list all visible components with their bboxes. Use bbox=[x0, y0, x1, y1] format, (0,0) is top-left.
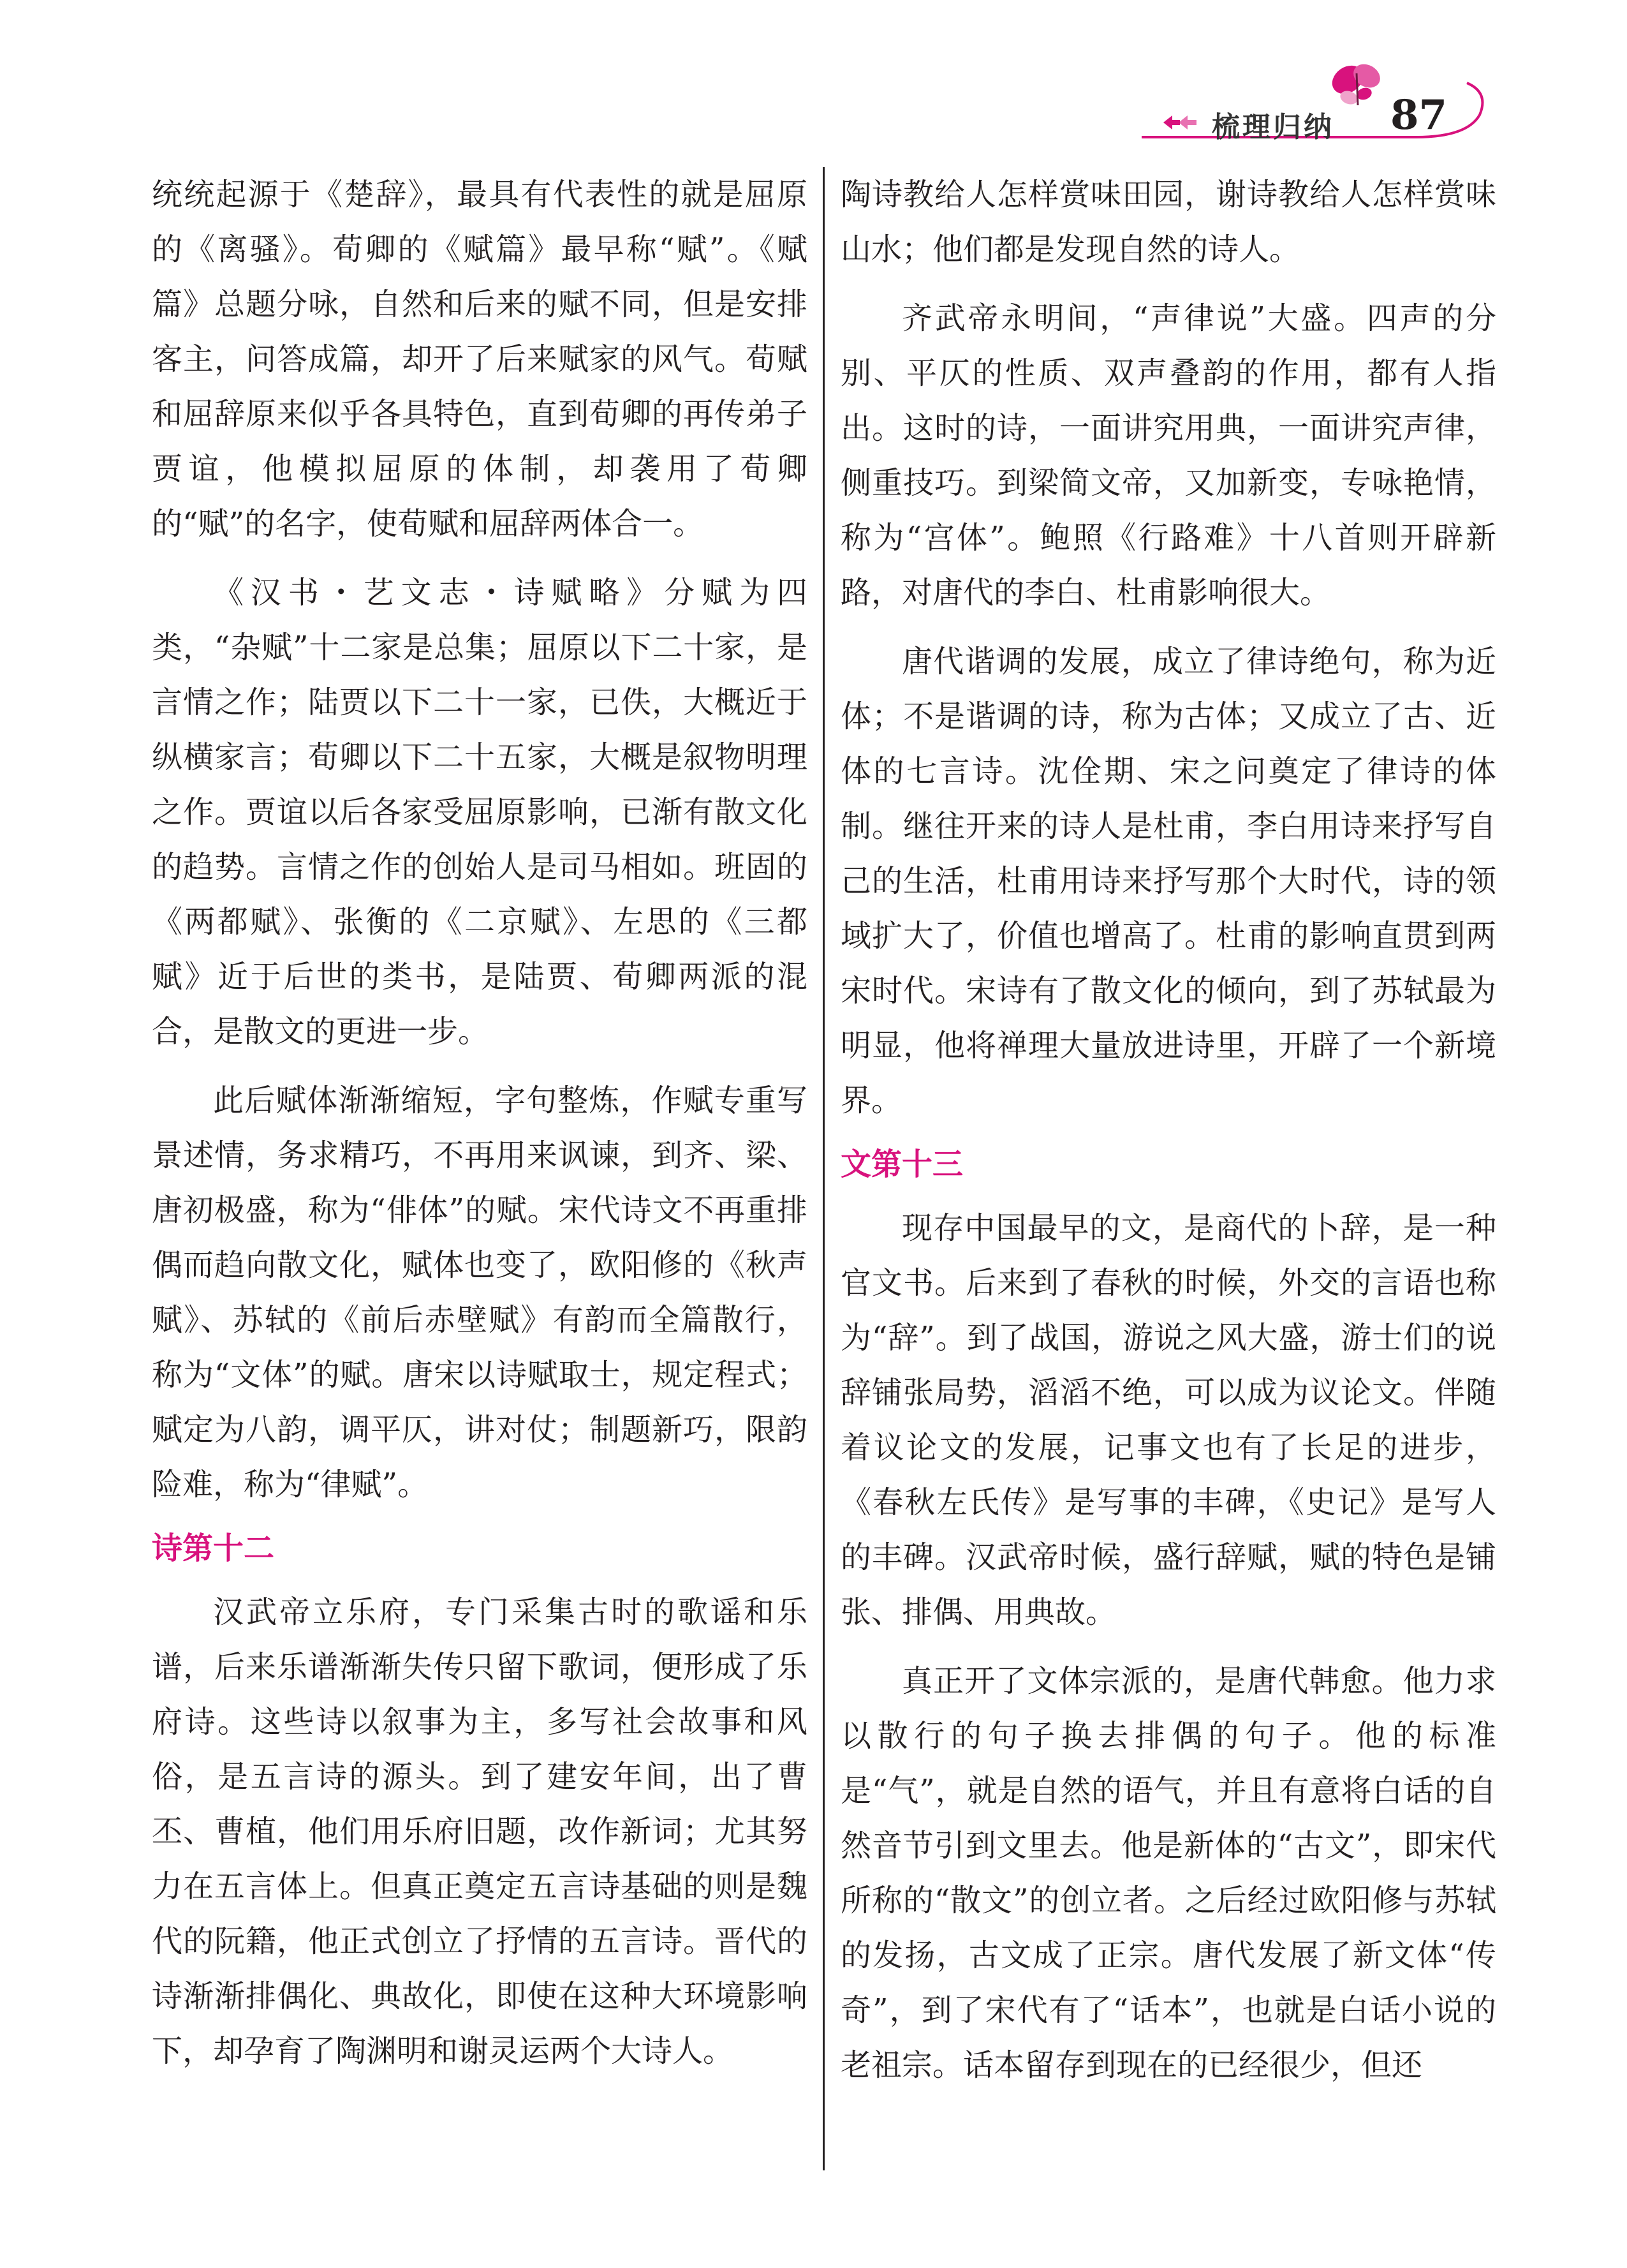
paragraph: 汉武帝立乐府，专门采集古时的歌谣和乐谱，后来乐谱渐渐失传只留下歌词，便形成了乐府诗。这些诗以叙事为主，多写社会故事和风俗，是五言诗的源头。到了建安年间，出了曹丕、曹植，他们用乐府旧题，改作新词；尤其努力在五言体上。但真正奠定五言诗基础的则是魏代的阮籍，他正式创立了抒情的五言诗。晋代的诗渐渐排偶化、典故化，即使在这种大环境影响下，却孕育了陶渊明和谢灵运两个大诗人。 bbox=[152, 1594, 807, 2069]
paragraph: 统统起源于《楚辞》，最具有代表性的就是屈原的《离骚》。荀卿的《赋篇》最早称“赋”。《赋篇》总题分咏，自然和后来的赋不同，但是安排客主，问答成篇，却开了后来赋家的风气。荀赋和屈辞原来似乎各具特色，直到荀卿的再传弟子贾谊，他模拟屈原的体制，却袭用了荀卿的“赋”的名字，使荀赋和屈辞两体合一。 bbox=[152, 177, 807, 542]
paragraph: 此后赋体渐渐缩短，字句整炼，作赋专重写景述情，务求精巧，不再用来讽谏，到齐、梁、唐初极盛，称为“俳体”的赋。宋代诗文不再重排偶而趋向散文化，赋体也变了，欧阳修的《秋声赋》、苏轼的《前后赤壁赋》有韵而全篇散行，称为“文体”的赋。唐宋以诗赋取士，规定程式；赋定为八韵，调平仄，讲对仗；制题新巧，限韵险难，称为“律赋”。 bbox=[152, 1083, 807, 1502]
section-heading-prose: 文第十三 bbox=[841, 1146, 964, 1182]
column-divider bbox=[823, 167, 825, 2170]
page-number: 87 bbox=[1390, 91, 1448, 139]
paragraph: 《汉书・艺文志・诗赋略》分赋为四类，“杂赋”十二家是总集；屈原以下二十家，是言情之作；陆贾以下二十一家，已佚，大概近于纵横家言；荀卿以下二十五家，大概是叙物明理之作。贾谊以后各家受屈原影响，已渐有散文化的趋势。言情之作的创始人是司马相如。班固的《两都赋》、张衡的《二京赋》、左思的《三都赋》近于后世的类书，是陆贾、荀卿两派的混合，是散文的更进一步。 bbox=[152, 575, 807, 1049]
left-column bbox=[152, 167, 807, 2079]
paragraph: 陶诗教给人怎样赏味田园，谢诗教给人怎样赏味山水；他们都是发现自然的诗人。 bbox=[841, 177, 1496, 267]
paragraph: 真正开了文体宗派的，是唐代韩愈。他力求以散行的句子换去排偶的句子。他的标准是“气”，就是自然的语气，并且有意将白话的自然音节引到文里去。他是新体的“古文”，即宋代所称的“散文”的创立者。之后经过欧阳修与苏轼的发扬，古文成了正宗。唐代发展了新文体“传奇”，到了宋代有了“话本”，也就是白话小说的老祖宗。话本留存到现在的已经很少，但还 bbox=[841, 1663, 1496, 2083]
butterfly-icon bbox=[1323, 54, 1394, 115]
section-heading-poetry: 诗第十二 bbox=[152, 1531, 275, 1566]
right-column bbox=[841, 167, 1496, 2093]
paragraph: 齐武帝永明间，“声律说”大盛。四声的分别、平仄的性质、双声叠韵的作用，都有人指出。这时的诗，一面讲究用典，一面讲究声律，侧重技巧。到梁简文帝，又加新变，专咏艳情，称为“宫体”。鲍照《行路难》十八首则开辟新路，对唐代的李白、杜甫影响很大。 bbox=[841, 300, 1496, 611]
paragraph: 唐代谐调的发展，成立了律诗绝句，称为近体；不是谐调的诗，称为古体；又成立了古、近体的七言诗。沈佺期、宋之问奠定了律诗的体制。继往开来的诗人是杜甫，李白用诗来抒写自己的生活，杜甫用诗来抒写那个大时代，诗的领域扩大了，价值也增高了。杜甫的影响直贯到两宋时代。宋诗有了散文化的倾向，到了苏轼最为明显，他将禅理大量放进诗里，开辟了一个新境界。 bbox=[841, 644, 1496, 1118]
paragraph: 现存中国最早的文，是商代的卜辞，是一种官文书。后来到了春秋的时候，外交的言语也称为“辞”。到了战国，游说之风大盛，游士们的说辞铺张局势，滔滔不绝，可以成为议论文。伴随着议论文的发展，记事文也有了长足的进步，《春秋左氏传》是写事的丰碑，《史记》是写人的丰碑。汉武帝时候，盛行辞赋，赋的特色是铺张、排偶、用典故。 bbox=[841, 1210, 1496, 1630]
double-arrow-icon bbox=[1161, 113, 1199, 132]
header-title: 梳理归纳 bbox=[1212, 111, 1334, 144]
page-header bbox=[1135, 54, 1492, 144]
